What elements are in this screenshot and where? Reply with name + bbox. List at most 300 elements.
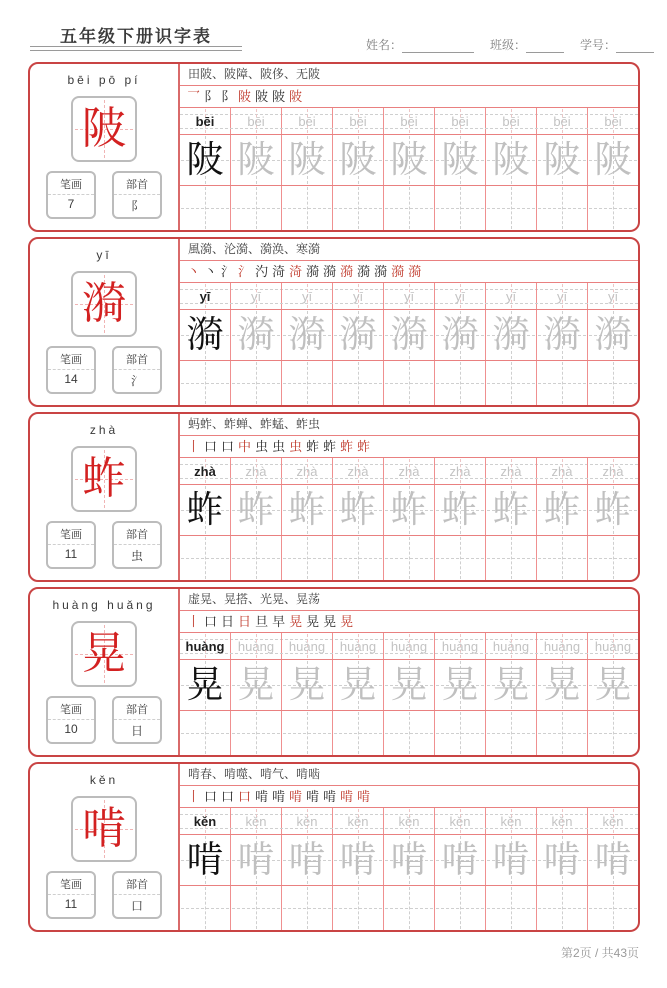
main-character: 陂 <box>82 104 126 153</box>
pinyin-cell <box>231 808 282 834</box>
example-words: 田陂、陂障、陂侈、无陂 <box>180 64 638 86</box>
pinyin-text: kěn <box>347 813 369 829</box>
pinyin-cell <box>384 458 435 484</box>
character-cell <box>231 835 282 885</box>
stroke-step: 丶 <box>204 264 218 279</box>
character-cell <box>486 135 537 185</box>
cell-horizontal-guide <box>385 208 433 209</box>
pinyin-text: bēi <box>247 113 265 129</box>
character-cell <box>537 135 588 185</box>
character-practice-row <box>180 310 638 361</box>
page-number: 第2页 / 共43页 <box>560 946 639 960</box>
empty-cell <box>231 361 282 405</box>
practice-character: 漪 <box>441 314 479 356</box>
character-cell <box>333 835 384 885</box>
pinyin-text: zhà <box>449 463 471 479</box>
empty-cell <box>384 186 435 230</box>
stroke-step: 阝 <box>221 89 235 104</box>
pinyin-text: bēi <box>298 113 316 129</box>
example-words: 風漪、沦漪、漪涣、寒漪 <box>180 239 638 261</box>
empty-cell <box>486 711 537 755</box>
cell-horizontal-guide <box>181 558 229 559</box>
pinyin-cell <box>435 283 486 309</box>
character-display-box <box>71 621 137 687</box>
pinyin-cell <box>231 108 282 134</box>
pinyin-cell <box>282 458 333 484</box>
pinyin-cell <box>588 633 638 659</box>
stroke-step: 虫 <box>289 439 303 454</box>
cell-horizontal-guide <box>232 908 280 909</box>
character-cell <box>486 485 537 535</box>
practice-character: 晃 <box>390 664 428 706</box>
empty-cell <box>588 186 638 230</box>
stroke-step: 日 <box>238 614 252 629</box>
pinyin-text: zhà <box>398 463 420 479</box>
pinyin-text: huàng <box>441 638 479 654</box>
pinyin-text: kěn <box>449 813 471 829</box>
character-cell <box>231 660 282 710</box>
stroke-step: 口 <box>238 789 252 804</box>
pinyin-cell <box>282 108 333 134</box>
pinyin-text: bēi <box>604 113 622 129</box>
character-cell <box>282 835 333 885</box>
pinyin-text: kěn <box>551 813 573 829</box>
cell-horizontal-guide <box>589 383 637 384</box>
pinyin-cell <box>435 633 486 659</box>
cell-horizontal-guide <box>181 908 229 909</box>
stroke-step: 漪 <box>323 264 337 279</box>
practice-character: 晃 <box>441 664 479 706</box>
practice-character: 蚱 <box>186 489 224 531</box>
character-cell <box>384 835 435 885</box>
character-cell <box>537 310 588 360</box>
character-cell <box>282 660 333 710</box>
stroke-step: 渏 <box>289 264 303 279</box>
empty-cell <box>282 711 333 755</box>
cell-horizontal-guide <box>589 208 637 209</box>
pinyin-cell <box>231 633 282 659</box>
stroke-step: 陂 <box>255 89 269 104</box>
stroke-step: 晃 <box>323 614 337 629</box>
stroke-step: 漪 <box>408 264 422 279</box>
stroke-count-value: 7 <box>67 197 75 211</box>
main-character: 晃 <box>82 629 126 678</box>
pinyin-text: huàng <box>237 638 275 654</box>
cell-horizontal-guide <box>283 383 331 384</box>
stroke-count-box <box>46 871 96 919</box>
empty-cell <box>384 886 435 930</box>
practice-character: 晃 <box>237 664 275 706</box>
stroke-step: 虫 <box>272 439 286 454</box>
character-cell <box>180 485 231 535</box>
stroke-step: 口 <box>204 439 218 454</box>
class-blank-line <box>526 39 564 53</box>
pinyin-text: huàng <box>390 638 428 654</box>
stroke-step: 啃 <box>323 789 337 804</box>
pinyin-readings: zhà <box>89 423 119 437</box>
stroke-step: 口 <box>221 789 235 804</box>
stroke-step: 啃 <box>272 789 286 804</box>
pinyin-text: yī <box>250 288 262 304</box>
practice-character: 漪 <box>492 314 530 356</box>
practice-character: 啃 <box>390 839 428 881</box>
stroke-order-row <box>180 611 638 633</box>
stroke-step: 晃 <box>340 614 354 629</box>
stroke-count-value: 11 <box>64 897 78 911</box>
radical-value: 虫 <box>130 549 143 563</box>
pinyin-text: kěn <box>500 813 522 829</box>
cell-horizontal-guide <box>334 208 382 209</box>
empty-cell <box>435 886 486 930</box>
practice-character: 晃 <box>543 664 581 706</box>
cell-horizontal-guide <box>232 208 280 209</box>
character-cell <box>282 310 333 360</box>
pinyin-text: kěn <box>193 813 217 829</box>
pinyin-text: huàng <box>492 638 530 654</box>
practice-character: 漪 <box>237 314 275 356</box>
practice-character: 晃 <box>339 664 377 706</box>
practice-character: 漪 <box>186 314 224 356</box>
stroke-step: 口 <box>221 439 235 454</box>
empty-cell <box>282 536 333 580</box>
pinyin-text: yī <box>199 288 211 304</box>
pinyin-cell <box>333 458 384 484</box>
stroke-step: 氵 <box>221 264 235 279</box>
pinyin-cell <box>537 633 588 659</box>
pinyin-cell <box>180 283 231 309</box>
cell-horizontal-guide <box>385 558 433 559</box>
cell-horizontal-guide <box>385 733 433 734</box>
empty-practice-row <box>180 711 638 755</box>
practice-character: 蚱 <box>237 489 275 531</box>
pinyin-text: zhà <box>194 463 216 479</box>
main-character: 啃 <box>82 804 126 853</box>
header-fields <box>366 36 647 53</box>
cell-horizontal-guide <box>589 908 637 909</box>
empty-cell <box>537 186 588 230</box>
cell-horizontal-guide <box>589 558 637 559</box>
cell-horizontal-guide <box>436 733 484 734</box>
stroke-step: 口 <box>204 614 218 629</box>
cell-horizontal-guide <box>436 558 484 559</box>
empty-practice-row <box>180 536 638 580</box>
empty-practice-row <box>180 886 638 930</box>
stroke-step: 漪 <box>391 264 405 279</box>
character-cell <box>282 485 333 535</box>
cell-horizontal-guide <box>538 208 586 209</box>
character-cell <box>588 835 638 885</box>
radical-value: 日 <box>130 724 143 738</box>
pinyin-practice-row <box>180 633 638 660</box>
pinyin-cell <box>537 808 588 834</box>
character-display-box <box>71 96 137 162</box>
pinyin-cell <box>231 458 282 484</box>
empty-cell <box>180 186 231 230</box>
pinyin-text: zhà <box>551 463 573 479</box>
practice-character: 蚱 <box>492 489 530 531</box>
pinyin-text: huàng <box>339 638 377 654</box>
radical-label: 部首 <box>114 873 160 895</box>
pinyin-text: zhà <box>347 463 369 479</box>
stroke-step: 中 <box>238 439 252 454</box>
radical-box <box>112 696 162 744</box>
student-id-label: 学号： <box>580 38 617 52</box>
stroke-step: 丶 <box>187 264 201 279</box>
empty-cell <box>282 186 333 230</box>
character-cell <box>435 485 486 535</box>
character-cell <box>486 660 537 710</box>
pinyin-text: bēi <box>195 113 215 129</box>
stroke-count-box <box>46 521 96 569</box>
radical-value: 阝 <box>130 199 143 213</box>
pinyin-cell <box>180 633 231 659</box>
pinyin-cell <box>588 283 638 309</box>
character-cell <box>384 135 435 185</box>
pinyin-practice-row <box>180 808 638 835</box>
pinyin-cell <box>384 633 435 659</box>
character-cell <box>588 485 638 535</box>
cell-horizontal-guide <box>334 733 382 734</box>
pinyin-cell <box>333 283 384 309</box>
info-boxes <box>30 696 178 744</box>
stroke-step: 丨 <box>187 789 201 804</box>
info-boxes <box>30 871 178 919</box>
name-field <box>366 36 474 53</box>
pinyin-cell <box>180 808 231 834</box>
practice-character: 晃 <box>594 664 632 706</box>
char-block-陂 <box>28 62 640 232</box>
example-words: 蚂蚱、蚱蝉、蚱蜢、蚱虫 <box>180 414 638 436</box>
stroke-step: 漪 <box>306 264 320 279</box>
stroke-step: 汋 <box>255 264 269 279</box>
character-cell <box>231 135 282 185</box>
practice-character: 啃 <box>186 839 224 881</box>
radical-label: 部首 <box>114 348 160 370</box>
practice-character: 晃 <box>186 664 224 706</box>
stroke-step: 口 <box>204 789 218 804</box>
example-words: 啃春、啃噬、啃气、啃啮 <box>180 764 638 786</box>
practice-character: 陂 <box>543 139 581 181</box>
empty-cell <box>180 361 231 405</box>
pinyin-readings: huàng huǎng <box>52 598 156 612</box>
pinyin-text: yī <box>556 288 568 304</box>
cell-horizontal-guide <box>181 733 229 734</box>
empty-cell <box>486 186 537 230</box>
stroke-count-box <box>46 346 96 394</box>
pinyin-cell <box>384 108 435 134</box>
character-cell <box>435 660 486 710</box>
info-boxes <box>30 171 178 219</box>
stroke-count-label: 笔画 <box>48 873 94 895</box>
stroke-count-label: 笔画 <box>48 698 94 720</box>
pinyin-text: bēi <box>349 113 367 129</box>
character-cell <box>180 310 231 360</box>
radical-label: 部首 <box>114 173 160 195</box>
empty-cell <box>486 536 537 580</box>
character-cell <box>537 485 588 535</box>
empty-cell <box>333 361 384 405</box>
stroke-step: 渏 <box>272 264 286 279</box>
radical-box <box>112 871 162 919</box>
empty-cell <box>588 711 638 755</box>
pinyin-cell <box>435 108 486 134</box>
cell-horizontal-guide <box>232 383 280 384</box>
student-id-field <box>580 36 654 53</box>
stroke-step: 漪 <box>374 264 388 279</box>
cell-horizontal-guide <box>283 733 331 734</box>
stroke-step: 丨 <box>187 439 201 454</box>
empty-cell <box>180 536 231 580</box>
cell-horizontal-guide <box>334 383 382 384</box>
pinyin-cell <box>537 458 588 484</box>
pinyin-cell <box>486 108 537 134</box>
pinyin-practice-row <box>180 458 638 485</box>
empty-cell <box>282 361 333 405</box>
pinyin-text: kěn <box>398 813 420 829</box>
character-cell <box>537 835 588 885</box>
practice-character: 漪 <box>390 314 428 356</box>
stroke-step: 陂 <box>272 89 286 104</box>
character-cell <box>180 135 231 185</box>
stroke-count-value: 10 <box>64 722 78 736</box>
cell-horizontal-guide <box>538 383 586 384</box>
character-practice-row <box>180 660 638 711</box>
pinyin-readings: bēi pō pí <box>67 73 141 87</box>
stroke-step: 早 <box>272 614 286 629</box>
character-cell <box>384 660 435 710</box>
class-label: 班级： <box>490 38 527 52</box>
practice-character: 蚱 <box>543 489 581 531</box>
pinyin-cell <box>384 283 435 309</box>
radical-label: 部首 <box>114 698 160 720</box>
empty-cell <box>384 536 435 580</box>
stroke-step: 啃 <box>306 789 320 804</box>
empty-cell <box>384 711 435 755</box>
info-boxes <box>30 346 178 394</box>
empty-cell <box>180 711 231 755</box>
stroke-step: 日 <box>221 614 235 629</box>
stroke-order-row <box>180 436 638 458</box>
pinyin-cell <box>333 808 384 834</box>
empty-practice-row <box>180 186 638 230</box>
pinyin-cell <box>282 283 333 309</box>
pinyin-text: yī <box>505 288 517 304</box>
practice-character: 陂 <box>186 139 224 181</box>
name-label: 姓名： <box>366 38 403 52</box>
cell-horizontal-guide <box>487 208 535 209</box>
character-cell <box>486 310 537 360</box>
pinyin-cell <box>384 808 435 834</box>
practice-character: 漪 <box>594 314 632 356</box>
practice-character: 啃 <box>288 839 326 881</box>
practice-character: 漪 <box>339 314 377 356</box>
cell-horizontal-guide <box>487 908 535 909</box>
radical-value: 口 <box>130 899 143 913</box>
char-info-panel <box>30 414 180 580</box>
stroke-step: 旦 <box>255 614 269 629</box>
practice-character: 蚱 <box>288 489 326 531</box>
pinyin-cell <box>486 283 537 309</box>
main-character: 漪 <box>82 279 126 328</box>
empty-cell <box>231 711 282 755</box>
main-character: 蚱 <box>82 454 126 503</box>
page-title: 五年级下册识字表 <box>60 27 212 46</box>
empty-cell <box>537 886 588 930</box>
stroke-step: 虫 <box>255 439 269 454</box>
character-cell <box>588 135 638 185</box>
empty-cell <box>333 711 384 755</box>
char-info-panel <box>30 589 180 755</box>
practice-grid <box>180 414 638 580</box>
pinyin-cell <box>180 108 231 134</box>
stroke-order-row <box>180 786 638 808</box>
cell-horizontal-guide <box>538 908 586 909</box>
stroke-step: 漪 <box>340 264 354 279</box>
stroke-count-box <box>46 171 96 219</box>
stroke-count-label: 笔画 <box>48 348 94 370</box>
cell-horizontal-guide <box>181 208 229 209</box>
practice-character: 晃 <box>492 664 530 706</box>
pinyin-text: kěn <box>602 813 624 829</box>
radical-box <box>112 521 162 569</box>
practice-character: 陂 <box>237 139 275 181</box>
pinyin-cell <box>486 458 537 484</box>
pinyin-text: yī <box>454 288 466 304</box>
practice-grid <box>180 764 638 930</box>
example-words: 虚晃、晃搭、光晃、晃荡 <box>180 589 638 611</box>
pinyin-practice-row <box>180 283 638 310</box>
practice-character: 漪 <box>288 314 326 356</box>
char-info-panel <box>30 239 180 405</box>
practice-character: 陂 <box>339 139 377 181</box>
empty-cell <box>588 361 638 405</box>
char-info-panel <box>30 764 180 930</box>
character-practice-row <box>180 135 638 186</box>
empty-cell <box>231 186 282 230</box>
empty-cell <box>537 361 588 405</box>
practice-grid <box>180 239 638 405</box>
empty-cell <box>435 186 486 230</box>
empty-cell <box>231 886 282 930</box>
pinyin-cell <box>537 108 588 134</box>
name-blank-line <box>402 39 474 53</box>
cell-horizontal-guide <box>487 383 535 384</box>
character-cell <box>435 135 486 185</box>
cell-horizontal-guide <box>385 908 433 909</box>
pinyin-cell <box>588 108 638 134</box>
pinyin-text: huàng <box>543 638 581 654</box>
character-cell <box>333 310 384 360</box>
stroke-step: 蚱 <box>357 439 371 454</box>
stroke-count-box <box>46 696 96 744</box>
empty-cell <box>333 186 384 230</box>
character-cell <box>333 485 384 535</box>
pinyin-cell <box>588 458 638 484</box>
empty-cell <box>537 536 588 580</box>
stroke-step: 氵 <box>238 264 252 279</box>
empty-cell <box>333 536 384 580</box>
pinyin-readings: kěn <box>89 773 119 787</box>
stroke-step: 陂 <box>289 89 303 104</box>
cell-horizontal-guide <box>538 733 586 734</box>
pinyin-cell <box>537 283 588 309</box>
character-display-box <box>71 271 137 337</box>
cell-horizontal-guide <box>538 558 586 559</box>
character-cell <box>537 660 588 710</box>
cell-horizontal-guide <box>283 558 331 559</box>
pinyin-cell <box>282 808 333 834</box>
stroke-step: 阝 <box>204 89 218 104</box>
